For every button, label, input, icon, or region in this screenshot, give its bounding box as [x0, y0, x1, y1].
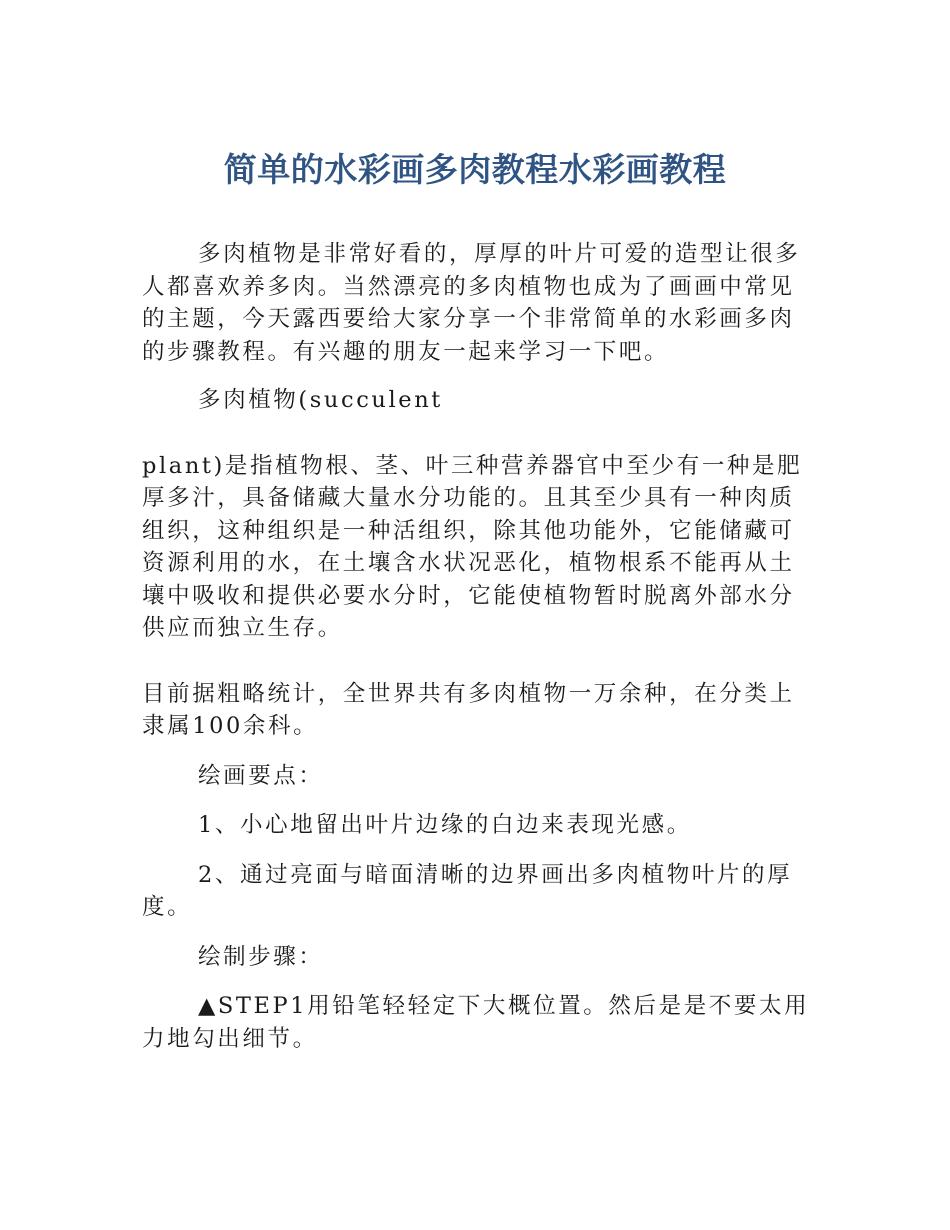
step-item-1: ▲STEP1用铅笔轻轻定下大概位置。然后是是不要太用力地勾出细节。 [142, 993, 810, 1052]
heading-drawing-steps: 绘制步骤： [198, 943, 324, 970]
paragraph-intro: 多肉植物是非常好看的，厚厚的叶片可爱的造型让很多人都喜欢养多肉。当然漂亮的多肉植物也成为了画画中常见的主题，今天露西要给大家分享一个非常简单的水彩画多肉的步骤教程。有兴趣的朋友一起来学习一下吧。 [142, 241, 801, 365]
paragraph-statistics: 目前据粗略统计，全世界共有多肉植物一万余种，在分类上隶属100余科。 [142, 680, 795, 739]
paragraph-succulent-term: 多肉植物(succulent [198, 387, 443, 413]
tip-item-1: 1、小心地留出叶片边缘的白边来表现光感。 [198, 812, 692, 838]
document-title: 简单的水彩画多肉教程水彩画教程 [223, 150, 727, 189]
heading-drawing-tips: 绘画要点： [198, 762, 324, 789]
tip-item-2: 2、通过亮面与暗面清晰的边界画出多肉植物叶片的厚度。 [142, 861, 793, 920]
document-body [142, 238, 810, 1055]
paragraph-definition: plant)是指植物根、茎、叶三种营养器官中至少有一种是肥厚多汁，具备储藏大量水分功能的。且其至少具有一种肉质组织，这种组织是一种活组织，除其他功能外，它能储藏可资源利用的水，在土壤含水状况恶化，植物根系不能再从土壤中吸收和提供必要水分时，它能使植物暂时脱离外部水分供应而独立生存。 [142, 452, 803, 641]
